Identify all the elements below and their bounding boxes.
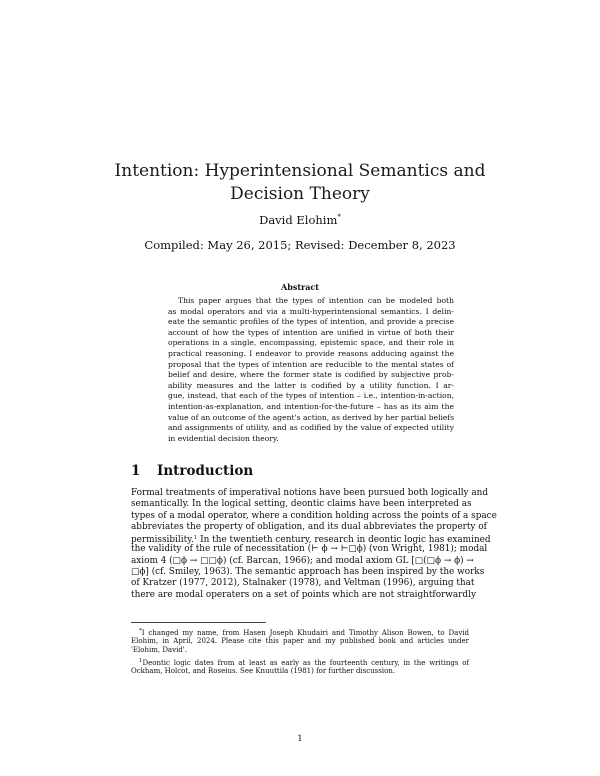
body-line: semantically. In the logical setting, deontic claims have been interpreted as bbox=[131, 499, 472, 510]
body-line bbox=[131, 533, 491, 546]
abstract-line: belief and desire, where the former state is codified by subjective prob- bbox=[168, 370, 454, 380]
author-name: David Elohim bbox=[259, 213, 338, 227]
footnote-line: Elohim, in April, 2024. Please cite this paper and my published book and articles under bbox=[131, 636, 469, 645]
footnote-star-mark: * bbox=[139, 628, 142, 634]
author-line bbox=[0, 213, 600, 227]
abstract-line: as modal operators and via a multi-hyperintensional semantics. I delin- bbox=[168, 306, 454, 316]
footnote-text: Deontic logic dates from at least as early as the fourteenth century, in the writings of bbox=[142, 659, 469, 667]
footnote-author bbox=[131, 627, 469, 656]
abstract-line: gue, instead, that each of the types of intention – i.e., intention-in-action, bbox=[168, 391, 454, 401]
body-line-part: In the twentieth century, research in deontic logic has examined bbox=[200, 535, 491, 546]
abstract-line: practical reasoning. I endeavor to provide reasons adducing against the bbox=[168, 348, 454, 358]
section-number: 1 bbox=[131, 463, 141, 479]
footnote-1-mark: 1 bbox=[139, 658, 143, 664]
body-text bbox=[131, 488, 497, 601]
section-title: Introduction bbox=[157, 463, 254, 479]
compiled-dates: Compiled: May 26, 2015; Revised: December 8, 2023 bbox=[144, 238, 456, 252]
abstract-line: operations in a single, encompassing, epistemic space, and their role in bbox=[168, 338, 454, 348]
title-line-2: Decision Theory bbox=[230, 184, 370, 204]
page-number: 1 bbox=[297, 734, 303, 744]
footnote-ref-1[interactable]: 1 bbox=[193, 535, 198, 542]
body-line: there are modal operaters on a set of points which are not straightforwardly bbox=[131, 589, 476, 600]
title-line-1: Intention: Hyperintensional Semantics and bbox=[114, 161, 486, 181]
abstract-line: proposal that the types of intention are reducible to the mental states of bbox=[168, 359, 454, 369]
body-line: abbreviates the property of obligation, and its dual abbreviates the property of bbox=[131, 521, 487, 532]
body-line: axiom 4 (□ϕ → □□ϕ) (cf. Barcan, 1966); and modal axiom GL [□(□ϕ → ϕ) → bbox=[131, 555, 474, 566]
abstract-line: and assignments of utility, and as codified by the value of expected utility bbox=[168, 423, 454, 433]
footnote-line: 'Elohim, David'. bbox=[131, 646, 187, 654]
footnote-1 bbox=[131, 657, 469, 676]
body-line: of Kratzer (1977, 2012), Stalnaker (1978), and Veltman (1996), arguing that bbox=[131, 578, 475, 589]
abstract-line: intention-as-explanation, and intention-for-the-future – has as its aim the bbox=[168, 401, 454, 411]
footnote-line bbox=[131, 657, 469, 667]
section-heading bbox=[131, 463, 253, 479]
paper-title bbox=[100, 160, 500, 206]
abstract-line: value of an outcome of the agent's action, as derived by her partial beliefs bbox=[168, 412, 455, 422]
abstract-line: account of how the types of intention are unified in virtue of both their bbox=[168, 327, 454, 337]
abstract-heading: Abstract bbox=[281, 282, 319, 292]
abstract-line: This paper argues that the types of intention can be modeled both bbox=[178, 296, 454, 305]
body-line: types of a modal operator, where a condition holding across the points of a space bbox=[131, 510, 497, 521]
footnote-line bbox=[131, 627, 469, 637]
body-line: Formal treatments of imperatival notions have been pursued both logically and bbox=[131, 488, 489, 498]
body-line-part: permissibility. bbox=[131, 535, 194, 546]
abstract-text bbox=[168, 296, 454, 444]
abstract-line: in evidential decision theory. bbox=[168, 433, 279, 443]
footnote-text: I changed my name, from Hasen Joseph Khudairi and Timothy Alison Bowen, to David bbox=[141, 629, 469, 637]
author-footnote-mark[interactable]: * bbox=[337, 213, 341, 221]
body-line: the validity of the rule of necessitation (⊢ ϕ → ⊢□ϕ) (von Wright, 1981); modal bbox=[131, 544, 488, 555]
abstract-line: ability measures and the latter is codified by a utility function. I ar- bbox=[168, 380, 454, 390]
footnote-line: Ockham, Holcot, and Roseius. See Knuuttila (1981) for further discussion. bbox=[131, 666, 396, 675]
body-line: □ϕ] (cf. Smiley, 1963). The semantic approach has been inspired by the works bbox=[131, 567, 485, 578]
abstract-line: eate the semantic profiles of the types of intention, and provide a precise bbox=[168, 317, 454, 327]
footnote-rule bbox=[131, 622, 266, 623]
